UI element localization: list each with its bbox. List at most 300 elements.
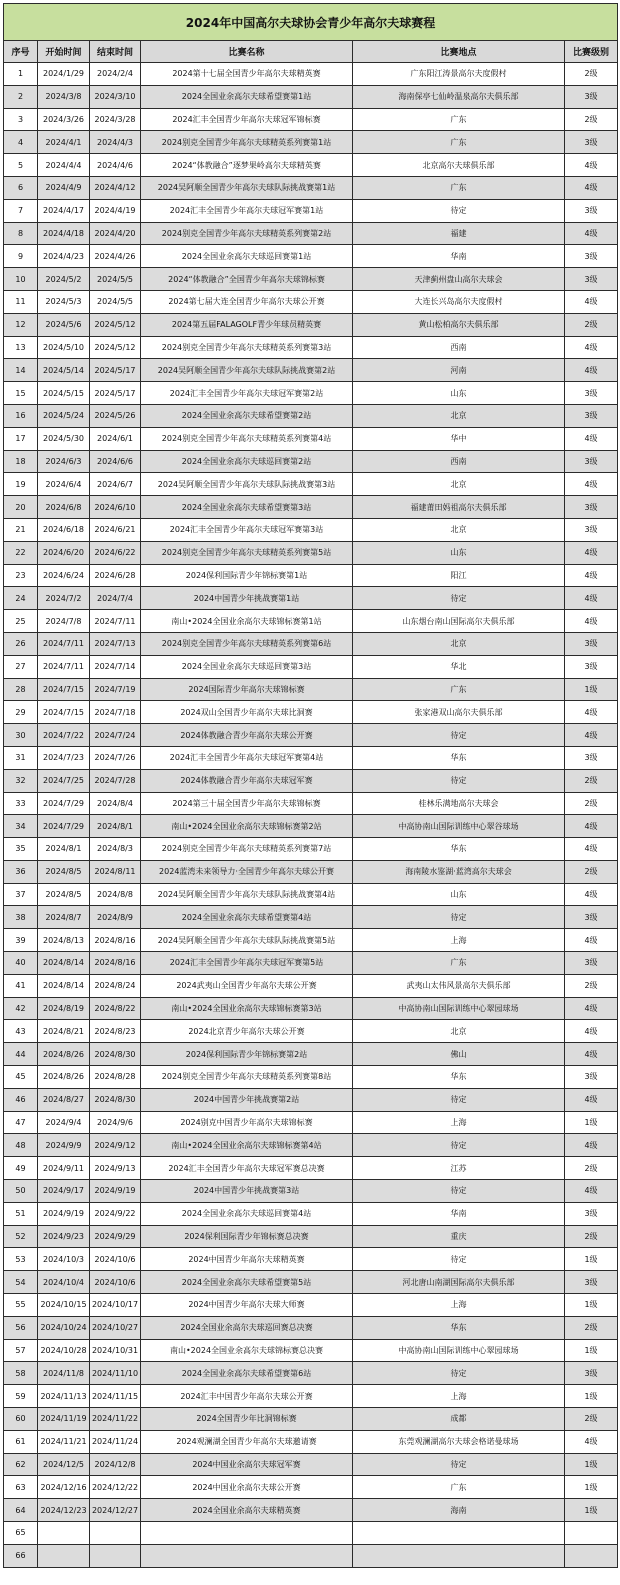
cell-event-name: 南山•2024全国业余高尔夫球锦标赛第4站	[141, 1134, 353, 1157]
cell-level: 4级	[565, 222, 618, 245]
cell-index: 61	[4, 1430, 38, 1453]
cell-start-date: 2024/7/2	[38, 587, 90, 610]
cell-end-date: 2024/8/16	[90, 952, 141, 975]
cell-index: 41	[4, 974, 38, 997]
cell-end-date: 2024/5/17	[90, 382, 141, 405]
cell-index: 38	[4, 906, 38, 929]
cell-start-date: 2024/4/18	[38, 222, 90, 245]
table-row	[4, 382, 618, 405]
cell-index: 25	[4, 610, 38, 633]
cell-level: 3级	[565, 1271, 618, 1294]
cell-venue: 北京高尔夫球俱乐部	[353, 154, 565, 177]
cell-venue: 待定	[353, 1248, 565, 1271]
cell-event-name: 2024全国业余高尔夫球巡回赛总决赛	[141, 1316, 353, 1339]
cell-end-date: 2024/7/24	[90, 724, 141, 747]
cell-start-date: 2024/12/5	[38, 1453, 90, 1476]
cell-level: 1级	[565, 1499, 618, 1522]
cell-start-date: 2024/11/13	[38, 1385, 90, 1408]
cell-event-name: 2024吴阿顺全国青少年高尔夫球队际挑战赛第2站	[141, 359, 353, 382]
table-row	[4, 1544, 618, 1567]
table-row	[4, 815, 618, 838]
cell-index: 3	[4, 108, 38, 131]
cell-index: 53	[4, 1248, 38, 1271]
table-row	[4, 952, 618, 975]
cell-end-date: 2024/5/12	[90, 313, 141, 336]
cell-end-date: 2024/10/31	[90, 1339, 141, 1362]
cell-index: 52	[4, 1225, 38, 1248]
cell-index: 19	[4, 473, 38, 496]
cell-start-date: 2024/7/29	[38, 792, 90, 815]
cell-event-name	[141, 1544, 353, 1567]
cell-event-name: 2024全国业余高尔夫球巡回赛第3站	[141, 655, 353, 678]
cell-level: 4级	[565, 154, 618, 177]
cell-index: 1	[4, 63, 38, 86]
cell-venue: 海南保亭七仙岭温泉高尔夫俱乐部	[353, 85, 565, 108]
cell-index: 32	[4, 769, 38, 792]
cell-venue: 河南	[353, 359, 565, 382]
cell-end-date: 2024/11/24	[90, 1430, 141, 1453]
cell-level: 2级	[565, 63, 618, 86]
cell-start-date: 2024/9/23	[38, 1225, 90, 1248]
cell-start-date: 2024/12/16	[38, 1476, 90, 1499]
table-body	[4, 63, 618, 1568]
cell-start-date: 2024/8/14	[38, 952, 90, 975]
cell-venue: 中高协南山国际训练中心翠园球场	[353, 1339, 565, 1362]
cell-index: 51	[4, 1202, 38, 1225]
cell-event-name: 2024全国业余高尔夫球希望赛第4站	[141, 906, 353, 929]
cell-venue: 武夷山太伟风景高尔夫俱乐部	[353, 974, 565, 997]
cell-index: 42	[4, 997, 38, 1020]
cell-start-date: 2024/5/24	[38, 404, 90, 427]
cell-event-name: 2024汇丰全国青少年高尔夫球冠军赛第2站	[141, 382, 353, 405]
cell-index: 14	[4, 359, 38, 382]
cell-event-name: 2024全国青少年比洞锦标赛	[141, 1408, 353, 1431]
cell-event-name: 2024蓝湾未来领导力·全国青少年高尔夫球公开赛	[141, 860, 353, 883]
table-row	[4, 564, 618, 587]
cell-end-date: 2024/11/10	[90, 1362, 141, 1385]
cell-end-date: 2024/7/28	[90, 769, 141, 792]
cell-end-date: 2024/5/12	[90, 336, 141, 359]
table-row	[4, 1248, 618, 1271]
schedule-table	[3, 3, 618, 1568]
table-row	[4, 1453, 618, 1476]
cell-level: 3级	[565, 1202, 618, 1225]
table-row	[4, 108, 618, 131]
cell-venue: 中高协南山国际训练中心翠园球场	[353, 997, 565, 1020]
cell-start-date: 2024/7/22	[38, 724, 90, 747]
cell-venue: 华东	[353, 1316, 565, 1339]
cell-start-date: 2024/8/26	[38, 1066, 90, 1089]
cell-start-date: 2024/9/19	[38, 1202, 90, 1225]
cell-end-date: 2024/8/30	[90, 1043, 141, 1066]
header-row	[4, 41, 618, 63]
cell-event-name: 2024武夷山全国青少年高尔夫球公开赛	[141, 974, 353, 997]
cell-index: 7	[4, 199, 38, 222]
cell-venue: 天津蓟州盘山高尔夫球会	[353, 268, 565, 291]
table-row	[4, 1020, 618, 1043]
header-index: 序号	[4, 41, 38, 63]
cell-venue	[353, 1544, 565, 1567]
table-row	[4, 473, 618, 496]
cell-level: 1级	[565, 1453, 618, 1476]
cell-index: 22	[4, 541, 38, 564]
cell-event-name: 2024吴阿顺全国青少年高尔夫球队际挑战赛第5站	[141, 929, 353, 952]
cell-venue: 华北	[353, 655, 565, 678]
cell-venue: 海南陵水鉴湖·蓝湾高尔夫球会	[353, 860, 565, 883]
cell-index: 39	[4, 929, 38, 952]
cell-start-date: 2024/3/26	[38, 108, 90, 131]
table-row	[4, 154, 618, 177]
cell-level: 4级	[565, 1088, 618, 1111]
table-row	[4, 404, 618, 427]
cell-level: 4级	[565, 176, 618, 199]
cell-venue: 待定	[353, 587, 565, 610]
cell-venue: 北京	[353, 518, 565, 541]
table-row	[4, 1499, 618, 1522]
cell-level: 3级	[565, 746, 618, 769]
cell-event-name: 2024“体教融合”逐梦果岭高尔夫球精英赛	[141, 154, 353, 177]
table-row	[4, 496, 618, 519]
cell-end-date: 2024/6/1	[90, 427, 141, 450]
table-row	[4, 541, 618, 564]
cell-event-name: 2024别克全国青少年高尔夫球精英系列赛第4站	[141, 427, 353, 450]
cell-level: 4级	[565, 610, 618, 633]
cell-start-date: 2024/5/30	[38, 427, 90, 450]
cell-index: 57	[4, 1339, 38, 1362]
table-row	[4, 1111, 618, 1134]
cell-venue: 北京	[353, 473, 565, 496]
cell-index: 54	[4, 1271, 38, 1294]
cell-index: 36	[4, 860, 38, 883]
cell-level: 4级	[565, 359, 618, 382]
cell-index: 34	[4, 815, 38, 838]
table-row	[4, 1476, 618, 1499]
cell-start-date: 2024/12/23	[38, 1499, 90, 1522]
cell-index: 2	[4, 85, 38, 108]
cell-end-date: 2024/6/28	[90, 564, 141, 587]
cell-level: 2级	[565, 974, 618, 997]
cell-start-date: 2024/7/8	[38, 610, 90, 633]
cell-event-name: 2024观澜湖全国青少年高尔夫球邀请赛	[141, 1430, 353, 1453]
cell-venue: 华东	[353, 838, 565, 861]
cell-event-name: 南山•2024全国业余高尔夫球锦标赛第2站	[141, 815, 353, 838]
table-row	[4, 678, 618, 701]
cell-level: 4级	[565, 838, 618, 861]
cell-start-date: 2024/6/3	[38, 450, 90, 473]
cell-level: 3级	[565, 906, 618, 929]
cell-venue: 待定	[353, 1362, 565, 1385]
cell-end-date: 2024/4/20	[90, 222, 141, 245]
cell-level: 4级	[565, 929, 618, 952]
cell-end-date: 2024/4/19	[90, 199, 141, 222]
cell-event-name: 2024别克全国青少年高尔夫球精英系列赛第5站	[141, 541, 353, 564]
cell-index: 43	[4, 1020, 38, 1043]
cell-start-date: 2024/6/18	[38, 518, 90, 541]
cell-end-date: 2024/3/28	[90, 108, 141, 131]
cell-index: 17	[4, 427, 38, 450]
title-row	[4, 4, 618, 41]
cell-end-date: 2024/5/26	[90, 404, 141, 427]
cell-event-name: 2024汇丰全国青少年高尔夫球冠军锦标赛	[141, 108, 353, 131]
cell-venue: 华南	[353, 245, 565, 268]
cell-start-date: 2024/4/1	[38, 131, 90, 154]
cell-event-name: 2024双山全国青少年高尔夫球比洞赛	[141, 701, 353, 724]
cell-end-date: 2024/10/6	[90, 1248, 141, 1271]
cell-venue: 待定	[353, 1453, 565, 1476]
cell-index: 63	[4, 1476, 38, 1499]
cell-event-name: 2024保利国际青少年锦标赛第1站	[141, 564, 353, 587]
cell-event-name: 2024汇丰全国青少年高尔夫球冠军赛第3站	[141, 518, 353, 541]
cell-start-date: 2024/8/27	[38, 1088, 90, 1111]
cell-index: 15	[4, 382, 38, 405]
cell-end-date: 2024/10/6	[90, 1271, 141, 1294]
table-row	[4, 450, 618, 473]
table-row	[4, 724, 618, 747]
cell-event-name: 2024全国业余高尔夫球希望赛第6站	[141, 1362, 353, 1385]
cell-start-date: 2024/8/1	[38, 838, 90, 861]
cell-venue: 广东阳江涛景高尔夫度假村	[353, 63, 565, 86]
table-row	[4, 290, 618, 313]
cell-venue: 大连长兴岛高尔夫度假村	[353, 290, 565, 313]
cell-end-date	[90, 1522, 141, 1545]
table-row	[4, 176, 618, 199]
table-row	[4, 268, 618, 291]
cell-level: 1级	[565, 1385, 618, 1408]
cell-venue: 西南	[353, 450, 565, 473]
cell-index: 5	[4, 154, 38, 177]
header-venue: 比赛地点	[353, 41, 565, 63]
cell-start-date: 2024/5/3	[38, 290, 90, 313]
cell-index: 50	[4, 1180, 38, 1203]
cell-venue: 福建莆田妈祖高尔夫俱乐部	[353, 496, 565, 519]
cell-end-date: 2024/4/3	[90, 131, 141, 154]
cell-end-date: 2024/8/30	[90, 1088, 141, 1111]
cell-start-date: 2024/9/9	[38, 1134, 90, 1157]
cell-end-date: 2024/6/6	[90, 450, 141, 473]
cell-event-name: 2024中国青少年挑战赛第3站	[141, 1180, 353, 1203]
cell-venue: 北京	[353, 404, 565, 427]
cell-level: 3级	[565, 131, 618, 154]
cell-end-date: 2024/12/8	[90, 1453, 141, 1476]
cell-index: 37	[4, 883, 38, 906]
cell-event-name: 2024中国业余高尔夫球公开赛	[141, 1476, 353, 1499]
cell-level: 4级	[565, 997, 618, 1020]
cell-venue: 上海	[353, 1385, 565, 1408]
cell-start-date: 2024/8/5	[38, 883, 90, 906]
table-row	[4, 1362, 618, 1385]
table-row	[4, 746, 618, 769]
table-row	[4, 883, 618, 906]
table-row	[4, 1385, 618, 1408]
cell-end-date: 2024/7/19	[90, 678, 141, 701]
cell-level: 3级	[565, 404, 618, 427]
cell-start-date: 2024/7/25	[38, 769, 90, 792]
cell-level: 1级	[565, 678, 618, 701]
cell-start-date: 2024/4/23	[38, 245, 90, 268]
cell-end-date: 2024/10/17	[90, 1294, 141, 1317]
header-level: 比赛级别	[565, 41, 618, 63]
cell-start-date: 2024/10/15	[38, 1294, 90, 1317]
cell-level: 3级	[565, 268, 618, 291]
cell-index: 23	[4, 564, 38, 587]
cell-end-date: 2024/8/16	[90, 929, 141, 952]
cell-start-date: 2024/5/10	[38, 336, 90, 359]
cell-event-name: 2024中国业余高尔夫球冠军赛	[141, 1453, 353, 1476]
cell-venue: 广东	[353, 678, 565, 701]
table-title: 2024年中国高尔夫球协会青少年高尔夫球赛程	[4, 4, 618, 41]
cell-event-name: 2024“体教融合”全国青少年高尔夫球锦标赛	[141, 268, 353, 291]
cell-event-name: 2024全国业余高尔夫球希望赛第2站	[141, 404, 353, 427]
cell-end-date: 2024/7/13	[90, 632, 141, 655]
cell-venue: 桂林乐满地高尔夫球会	[353, 792, 565, 815]
cell-event-name: 2024保利国际青少年锦标赛第2站	[141, 1043, 353, 1066]
header-event-name: 比赛名称	[141, 41, 353, 63]
cell-index: 64	[4, 1499, 38, 1522]
cell-venue: 黄山松柏高尔夫俱乐部	[353, 313, 565, 336]
cell-end-date: 2024/8/11	[90, 860, 141, 883]
cell-end-date: 2024/7/4	[90, 587, 141, 610]
table-row	[4, 1043, 618, 1066]
cell-start-date: 2024/8/19	[38, 997, 90, 1020]
cell-event-name: 2024中国青少年高尔夫球大师赛	[141, 1294, 353, 1317]
table-row	[4, 1157, 618, 1180]
table-row	[4, 1316, 618, 1339]
cell-venue	[353, 1522, 565, 1545]
cell-end-date: 2024/12/22	[90, 1476, 141, 1499]
cell-venue: 待定	[353, 724, 565, 747]
cell-venue: 福建	[353, 222, 565, 245]
table-row	[4, 587, 618, 610]
cell-level: 4级	[565, 724, 618, 747]
cell-end-date: 2024/8/9	[90, 906, 141, 929]
cell-event-name: 2024别克全国青少年高尔夫球精英系列赛第8站	[141, 1066, 353, 1089]
cell-venue: 广东	[353, 1476, 565, 1499]
cell-venue: 待定	[353, 1134, 565, 1157]
cell-event-name: 2024体教融合青少年高尔夫球公开赛	[141, 724, 353, 747]
cell-index: 56	[4, 1316, 38, 1339]
cell-level: 3级	[565, 1066, 618, 1089]
cell-index: 45	[4, 1066, 38, 1089]
cell-index: 29	[4, 701, 38, 724]
cell-event-name: 2024吴阿顺全国青少年高尔夫球队际挑战赛第3站	[141, 473, 353, 496]
cell-event-name: 2024保利国际青少年锦标赛总决赛	[141, 1225, 353, 1248]
cell-event-name: 2024别克全国青少年高尔夫球精英系列赛第6站	[141, 632, 353, 655]
cell-index: 12	[4, 313, 38, 336]
cell-event-name: 2024全国业余高尔夫球希望赛第3站	[141, 496, 353, 519]
cell-venue: 广东	[353, 176, 565, 199]
cell-venue: 西南	[353, 336, 565, 359]
cell-start-date: 2024/5/15	[38, 382, 90, 405]
cell-index: 47	[4, 1111, 38, 1134]
cell-start-date: 2024/7/15	[38, 701, 90, 724]
cell-index: 48	[4, 1134, 38, 1157]
cell-end-date: 2024/7/11	[90, 610, 141, 633]
cell-venue: 中高协南山国际训练中心翠谷球场	[353, 815, 565, 838]
cell-event-name: 2024第三十届全国青少年高尔夫球锦标赛	[141, 792, 353, 815]
cell-end-date: 2024/10/27	[90, 1316, 141, 1339]
cell-level: 2级	[565, 860, 618, 883]
cell-venue: 待定	[353, 769, 565, 792]
cell-index: 27	[4, 655, 38, 678]
cell-event-name: 南山•2024全国业余高尔夫球锦标赛第3站	[141, 997, 353, 1020]
cell-level: 3级	[565, 382, 618, 405]
cell-venue: 阳江	[353, 564, 565, 587]
cell-level: 4级	[565, 564, 618, 587]
table-row	[4, 63, 618, 86]
cell-venue: 华东	[353, 746, 565, 769]
cell-venue: 重庆	[353, 1225, 565, 1248]
cell-level: 4级	[565, 815, 618, 838]
cell-start-date: 2024/10/28	[38, 1339, 90, 1362]
cell-index: 49	[4, 1157, 38, 1180]
cell-level: 3级	[565, 496, 618, 519]
cell-venue: 上海	[353, 929, 565, 952]
table-row	[4, 655, 618, 678]
cell-end-date: 2024/7/14	[90, 655, 141, 678]
cell-level: 3级	[565, 245, 618, 268]
cell-end-date: 2024/8/23	[90, 1020, 141, 1043]
cell-index: 9	[4, 245, 38, 268]
cell-index: 66	[4, 1544, 38, 1567]
table-row	[4, 632, 618, 655]
cell-start-date: 2024/8/5	[38, 860, 90, 883]
cell-end-date: 2024/8/24	[90, 974, 141, 997]
cell-end-date: 2024/5/5	[90, 268, 141, 291]
cell-end-date: 2024/11/22	[90, 1408, 141, 1431]
cell-level: 3级	[565, 952, 618, 975]
cell-start-date: 2024/7/11	[38, 632, 90, 655]
cell-level: 4级	[565, 1134, 618, 1157]
cell-venue: 待定	[353, 906, 565, 929]
cell-start-date: 2024/6/4	[38, 473, 90, 496]
cell-venue: 广东	[353, 108, 565, 131]
cell-start-date	[38, 1522, 90, 1545]
cell-level: 4级	[565, 290, 618, 313]
table-row	[4, 860, 618, 883]
table-row	[4, 1339, 618, 1362]
cell-level: 1级	[565, 1294, 618, 1317]
cell-venue: 上海	[353, 1294, 565, 1317]
cell-event-name: 2024中国青少年挑战赛第1站	[141, 587, 353, 610]
cell-level: 1级	[565, 1248, 618, 1271]
cell-start-date: 2024/10/24	[38, 1316, 90, 1339]
table-row	[4, 359, 618, 382]
cell-level: 4级	[565, 883, 618, 906]
cell-level: 3级	[565, 199, 618, 222]
cell-start-date: 2024/7/15	[38, 678, 90, 701]
table-row	[4, 85, 618, 108]
cell-end-date: 2024/9/22	[90, 1202, 141, 1225]
cell-event-name: 2024中国青少年挑战赛第2站	[141, 1088, 353, 1111]
cell-end-date: 2024/8/3	[90, 838, 141, 861]
cell-venue: 待定	[353, 1088, 565, 1111]
cell-start-date: 2024/4/4	[38, 154, 90, 177]
cell-event-name: 2024北京青少年高尔夫球公开赛	[141, 1020, 353, 1043]
cell-end-date: 2024/9/13	[90, 1157, 141, 1180]
table-row	[4, 1271, 618, 1294]
cell-index: 40	[4, 952, 38, 975]
cell-event-name: 2024全国业余高尔夫球巡回赛第4站	[141, 1202, 353, 1225]
table-row	[4, 222, 618, 245]
table-row	[4, 313, 618, 336]
cell-level: 2级	[565, 769, 618, 792]
cell-event-name: 2024全国业余高尔夫球希望赛第5站	[141, 1271, 353, 1294]
table-row	[4, 769, 618, 792]
cell-end-date: 2024/11/15	[90, 1385, 141, 1408]
cell-level: 4级	[565, 541, 618, 564]
cell-start-date: 2024/11/21	[38, 1430, 90, 1453]
header-start-date: 开始时间	[38, 41, 90, 63]
